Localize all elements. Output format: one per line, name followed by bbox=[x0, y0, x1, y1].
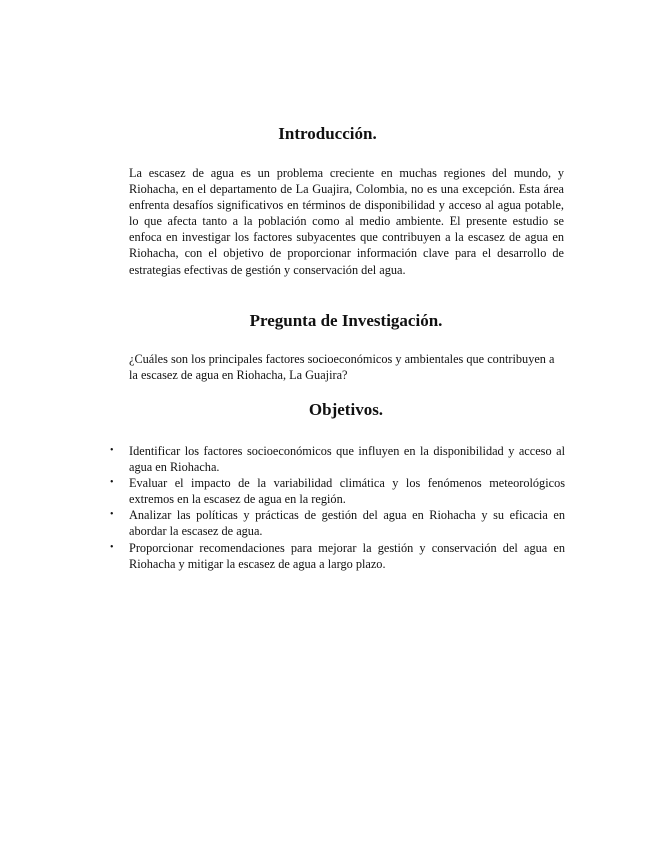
bullet-icon: • bbox=[110, 509, 114, 521]
objective-text: Identificar los factores socioeconómicos que influyen en la disponibilidad y acceso al agua en Riohacha. bbox=[129, 444, 565, 475]
objective-text: Proporcionar recomendaciones para mejorar la gestión y conservación del agua en Riohacha y mitigar la escasez de agua a largo plazo. bbox=[129, 540, 565, 571]
objective-item bbox=[110, 443, 565, 475]
introduction-paragraph: La escasez de agua es un problema creciente en muchas regiones del mundo, y Riohacha, en el departamento de La Guajira, Colombia, no es una excepción. Esta área enfrenta desafíos significativos en términos de disponibilidad y acceso al agua potable, lo que afecta tanto a la población como al medio ambiente. El presente estudio se enfoca en investigar los factores subyacentes que contribuyen a la escasez de agua en Riohacha, con el objetivo de proporcionar información clave para el desarrollo de estrategias efectivas de gestión y conservación del agua. bbox=[129, 166, 564, 277]
bullet-icon: • bbox=[110, 445, 114, 456]
research-question-heading: Pregunta de Investigación. bbox=[249, 311, 443, 330]
bullet-icon: • bbox=[110, 541, 114, 553]
research-question-paragraph: ¿Cuáles son los principales factores socioeconómicos y ambientales que contribuyen a la escasez de agua en Riohacha, La Guajira? bbox=[129, 352, 555, 383]
objective-text: Analizar las políticas y prácticas de gestión del agua en Riohacha y su eficacia en abordar la escasez de agua. bbox=[129, 508, 565, 539]
objective-item bbox=[110, 475, 565, 507]
introduction-heading: Introducción. bbox=[278, 124, 377, 143]
objective-item bbox=[110, 507, 565, 539]
objectives-list bbox=[110, 443, 565, 572]
objective-text: Evaluar el impacto de la variabilidad climática y los fenómenos meteorológicos extremos en la escasez de agua en la región. bbox=[129, 476, 565, 507]
bullet-icon: • bbox=[110, 477, 114, 489]
objectives-heading: Objetivos. bbox=[308, 400, 384, 419]
objective-item bbox=[110, 540, 565, 572]
